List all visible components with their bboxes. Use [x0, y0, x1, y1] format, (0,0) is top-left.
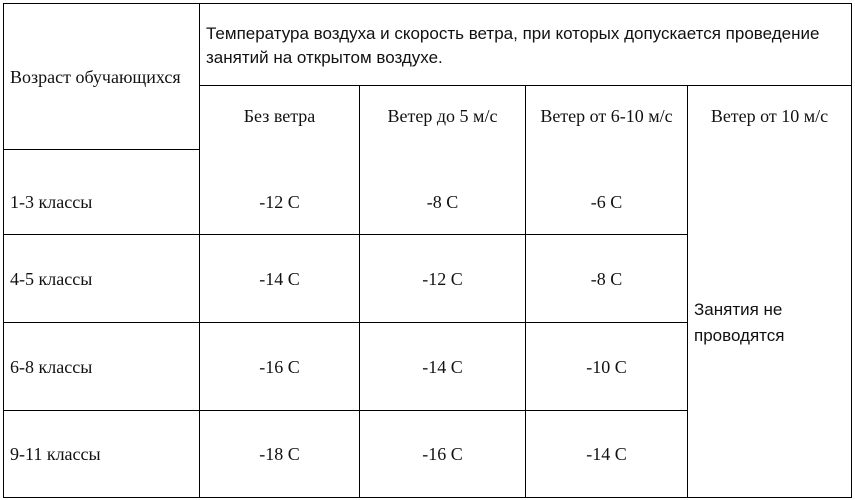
cell-1-3-wind-up-to-5: -8 С [360, 150, 526, 235]
column-header-wind-6-10: Ветер от 6-10 м/с [526, 86, 688, 150]
conditions-group-header: Температура воздуха и скорость ветра, при которых допускается проведение занятий на открытом воздухе. [200, 4, 852, 86]
weather-conditions-table [3, 3, 852, 498]
column-header-wind-up-to-5: Ветер до 5 м/с [360, 86, 526, 150]
cell-4-5-wind-up-to-5: -12 С [360, 235, 526, 323]
cell-9-11-wind-up-to-5: -16 С [360, 411, 526, 498]
cell-9-11-no-wind: -18 С [200, 411, 360, 498]
cell-4-5-no-wind: -14 С [200, 235, 360, 323]
column-header-wind-over-10: Ветер от 10 м/с [688, 86, 852, 150]
row-age-1-3: 1-3 классы [4, 150, 200, 235]
column-header-no-wind: Без ветра [200, 86, 360, 150]
cell-6-8-wind-up-to-5: -14 С [360, 323, 526, 411]
cell-6-8-wind-6-10: -10 С [526, 323, 688, 411]
no-classes-cell: Занятия не проводятся [688, 150, 852, 498]
cell-4-5-wind-6-10: -8 С [526, 235, 688, 323]
row-age-6-8: 6-8 классы [4, 323, 200, 411]
age-column-header: Возраст обучающихся [4, 4, 200, 150]
cell-1-3-no-wind: -12 С [200, 150, 360, 235]
row-age-4-5: 4-5 классы [4, 235, 200, 323]
cell-9-11-wind-6-10: -14 С [526, 411, 688, 498]
cell-6-8-no-wind: -16 С [200, 323, 360, 411]
cell-1-3-wind-6-10: -6 С [526, 150, 688, 235]
row-age-9-11: 9-11 классы [4, 411, 200, 498]
